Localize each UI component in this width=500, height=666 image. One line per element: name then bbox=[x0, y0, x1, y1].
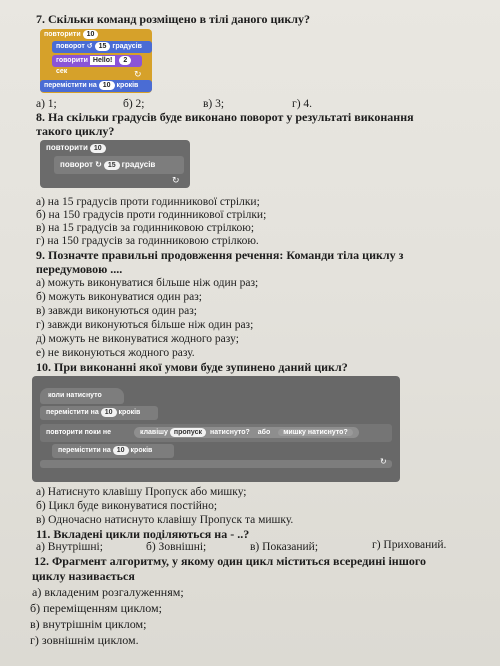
question-11-title: 11. Вкладені цикли поділяються на - ..? bbox=[36, 527, 250, 541]
question-9-title-line2: передумовою .... bbox=[36, 262, 123, 276]
q9-option-a: а) можуть виконуватися більше ніж один раз; bbox=[36, 277, 259, 289]
q7-option-d: г) 4. bbox=[292, 98, 313, 110]
loop-arrow-icon: ↻ bbox=[172, 176, 180, 186]
q11-option-c: в) Показаний; bbox=[250, 541, 319, 553]
question-9-title-line1: 9. Позначте правильні продовження речення: Команди тіла циклу з bbox=[36, 248, 404, 262]
q10-option-a: а) Натиснуто клавішу Пропуск або мишку; bbox=[36, 486, 247, 498]
q7-say-block: говорити Hello! 2сек bbox=[52, 55, 142, 67]
q7-turn-block: поворот ↺ 15 градусів bbox=[52, 41, 152, 53]
q10-hat-label: коли натиснуто bbox=[48, 392, 102, 399]
question-12-title-line1: 12. Фрагмент алгоритму, у якому один цикл міститься всередині іншого bbox=[34, 554, 426, 568]
q8-option-d: г) на 150 градусів за годинниковою стрілкою. bbox=[36, 235, 259, 247]
q8-option-a: а) на 15 градусів проти годинникової стрілки; bbox=[36, 196, 260, 208]
q12-option-b: б) переміщенням циклом; bbox=[30, 601, 162, 615]
q9-option-b: б) можуть виконуватися один раз; bbox=[36, 291, 202, 303]
q7-repeat-label: повторити 10 bbox=[44, 30, 100, 40]
loop-arrow-icon: ↻ bbox=[134, 70, 142, 80]
q10-option-b: б) Цикл буде виконуватися постійно; bbox=[36, 500, 218, 512]
q8-option-c: в) на 15 градусів за годинниковою стрілкою; bbox=[36, 222, 255, 234]
q7-move-block: перемістити на 10 кроків bbox=[40, 80, 152, 92]
loop-arrow-icon: ↻ bbox=[380, 457, 387, 466]
q10-condition: клавішу пропуск натиснуто? або мишку натиснуто? bbox=[134, 427, 359, 438]
q7-option-c: в) 3; bbox=[203, 98, 225, 110]
question-8-title-line2: такого циклу? bbox=[36, 124, 115, 138]
question-8-title-line1: 8. На скільки градусів буде виконано поворот у результаті виконання bbox=[36, 110, 414, 124]
q12-option-a: а) вкладеним розгалуженням; bbox=[32, 585, 184, 599]
q12-option-d: г) зовнішнім циклом. bbox=[30, 633, 139, 647]
q8-turn-label: поворот ↻ 15 градусів bbox=[60, 160, 156, 169]
rotate-ccw-icon: ↺ bbox=[86, 43, 93, 50]
rotate-cw-icon: ↻ bbox=[95, 160, 102, 169]
q9-option-e: д) можуть не виконуватися жодного разу; bbox=[36, 333, 239, 345]
q9-option-c: в) завжди виконуються один раз; bbox=[36, 305, 197, 317]
q11-option-a: а) Внутрішні; bbox=[36, 541, 103, 553]
q7-option-b: б) 2; bbox=[123, 98, 145, 110]
q10-loop-footer bbox=[40, 460, 392, 468]
q11-option-d: г) Прихований. bbox=[372, 539, 447, 551]
q7-option-a: а) 1; bbox=[36, 98, 57, 110]
q12-option-c: в) внутрішнім циклом; bbox=[30, 617, 147, 631]
q10-inner-move-label: перемістити на 10 кроків bbox=[58, 447, 153, 454]
q10-move-label: перемістити на 10 кроків bbox=[46, 409, 141, 416]
question-7-title: 7. Скільки команд розміщено в тілі даного циклу? bbox=[36, 12, 311, 26]
question-12-title-line2: циклу називається bbox=[32, 569, 135, 583]
q11-option-b: б) Зовнішні; bbox=[146, 541, 207, 553]
q9-option-d: г) завжди виконуються більше ніж один раз; bbox=[36, 319, 254, 331]
q7-repeat-arm bbox=[40, 39, 52, 85]
q8-option-b: б) на 150 градусів проти годинникової стрілки; bbox=[36, 209, 267, 221]
question-10-title: 10. При виконанні якої умови буде зупинено даний цикл? bbox=[36, 360, 348, 374]
q10-option-c: в) Одночасно натиснуто клавішу Пропуск та мишку. bbox=[36, 514, 294, 526]
q8-repeat-label: повторити 10 bbox=[46, 143, 108, 153]
q9-option-f: е) не виконуються жодного разу. bbox=[36, 347, 195, 359]
q10-until-label: повторити поки не bbox=[46, 429, 111, 436]
